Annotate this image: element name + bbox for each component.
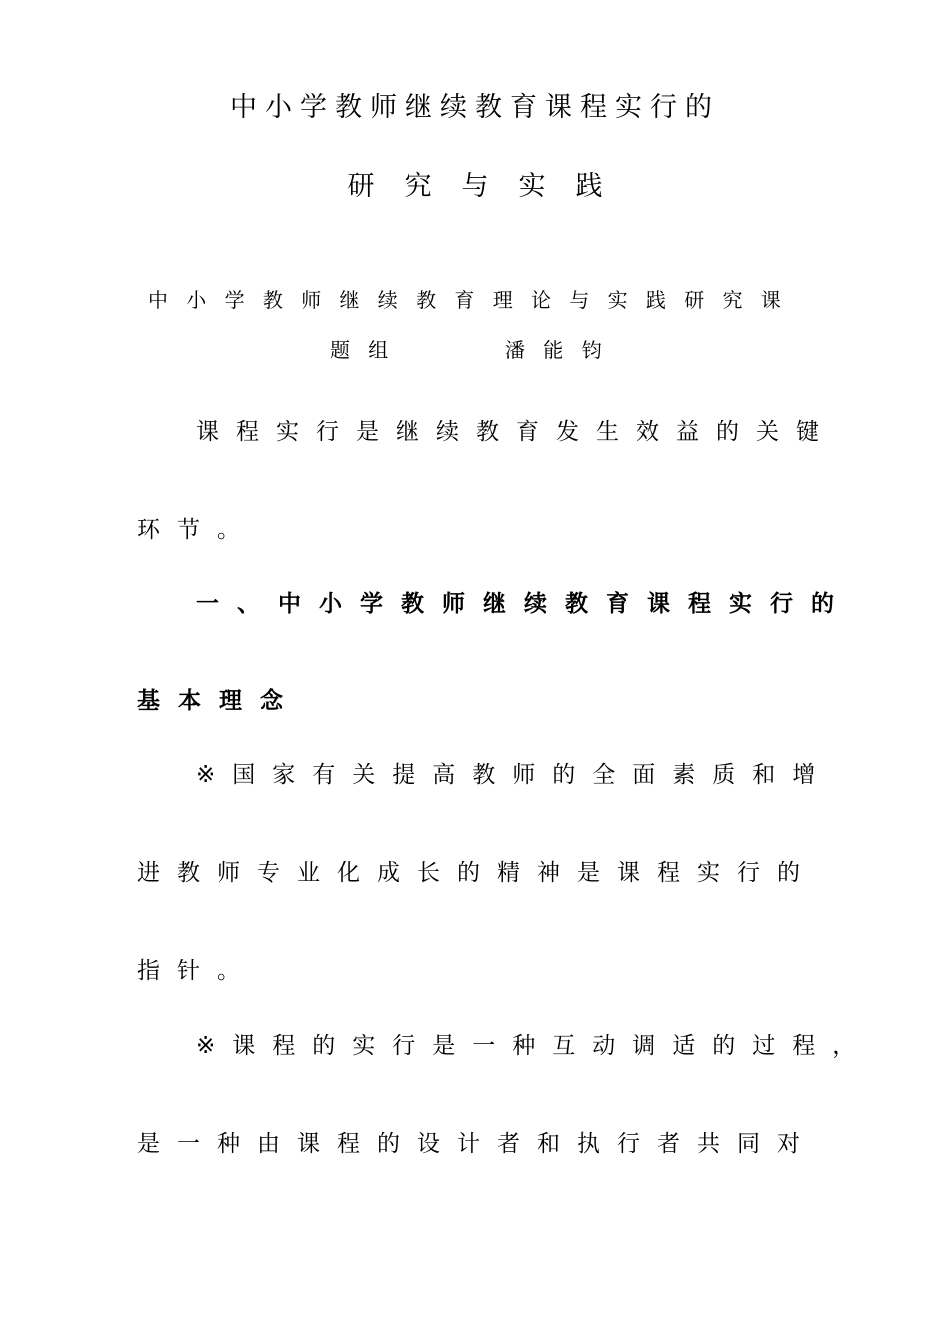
title-line-2: 研究与实践: [347, 171, 633, 202]
paragraph-2-line-1: ※课程的实行是一种互动调适的过程，: [196, 1033, 873, 1059]
intro-line-2: 环节。: [137, 517, 257, 543]
paragraph-1-line-1: ※国家有关提高教师的全面素质和增: [196, 762, 833, 788]
intro-line-1: 课程实行是继续教育发生效益的关键: [196, 419, 836, 445]
section-heading-line-2: 基本理念: [137, 688, 301, 714]
paragraph-1-line-2: 进教师专业化成长的精神是课程实行的: [137, 860, 817, 886]
title-line-1: 中小学教师继续教育课程实行的: [230, 92, 720, 123]
author-affiliation-line-1: 中小学教师继续教育理论与实践研究课: [148, 288, 800, 312]
author-affiliation-line-2: 题组: [330, 338, 407, 362]
paragraph-2-line-2: 是一种由课程的设计者和执行者共同对: [137, 1131, 817, 1157]
paragraph-1-line-3: 指针。: [137, 958, 257, 984]
section-heading-line-1: 一、中小学教师继续教育课程实行的: [196, 591, 852, 617]
author-name: 潘能钧: [505, 338, 620, 362]
